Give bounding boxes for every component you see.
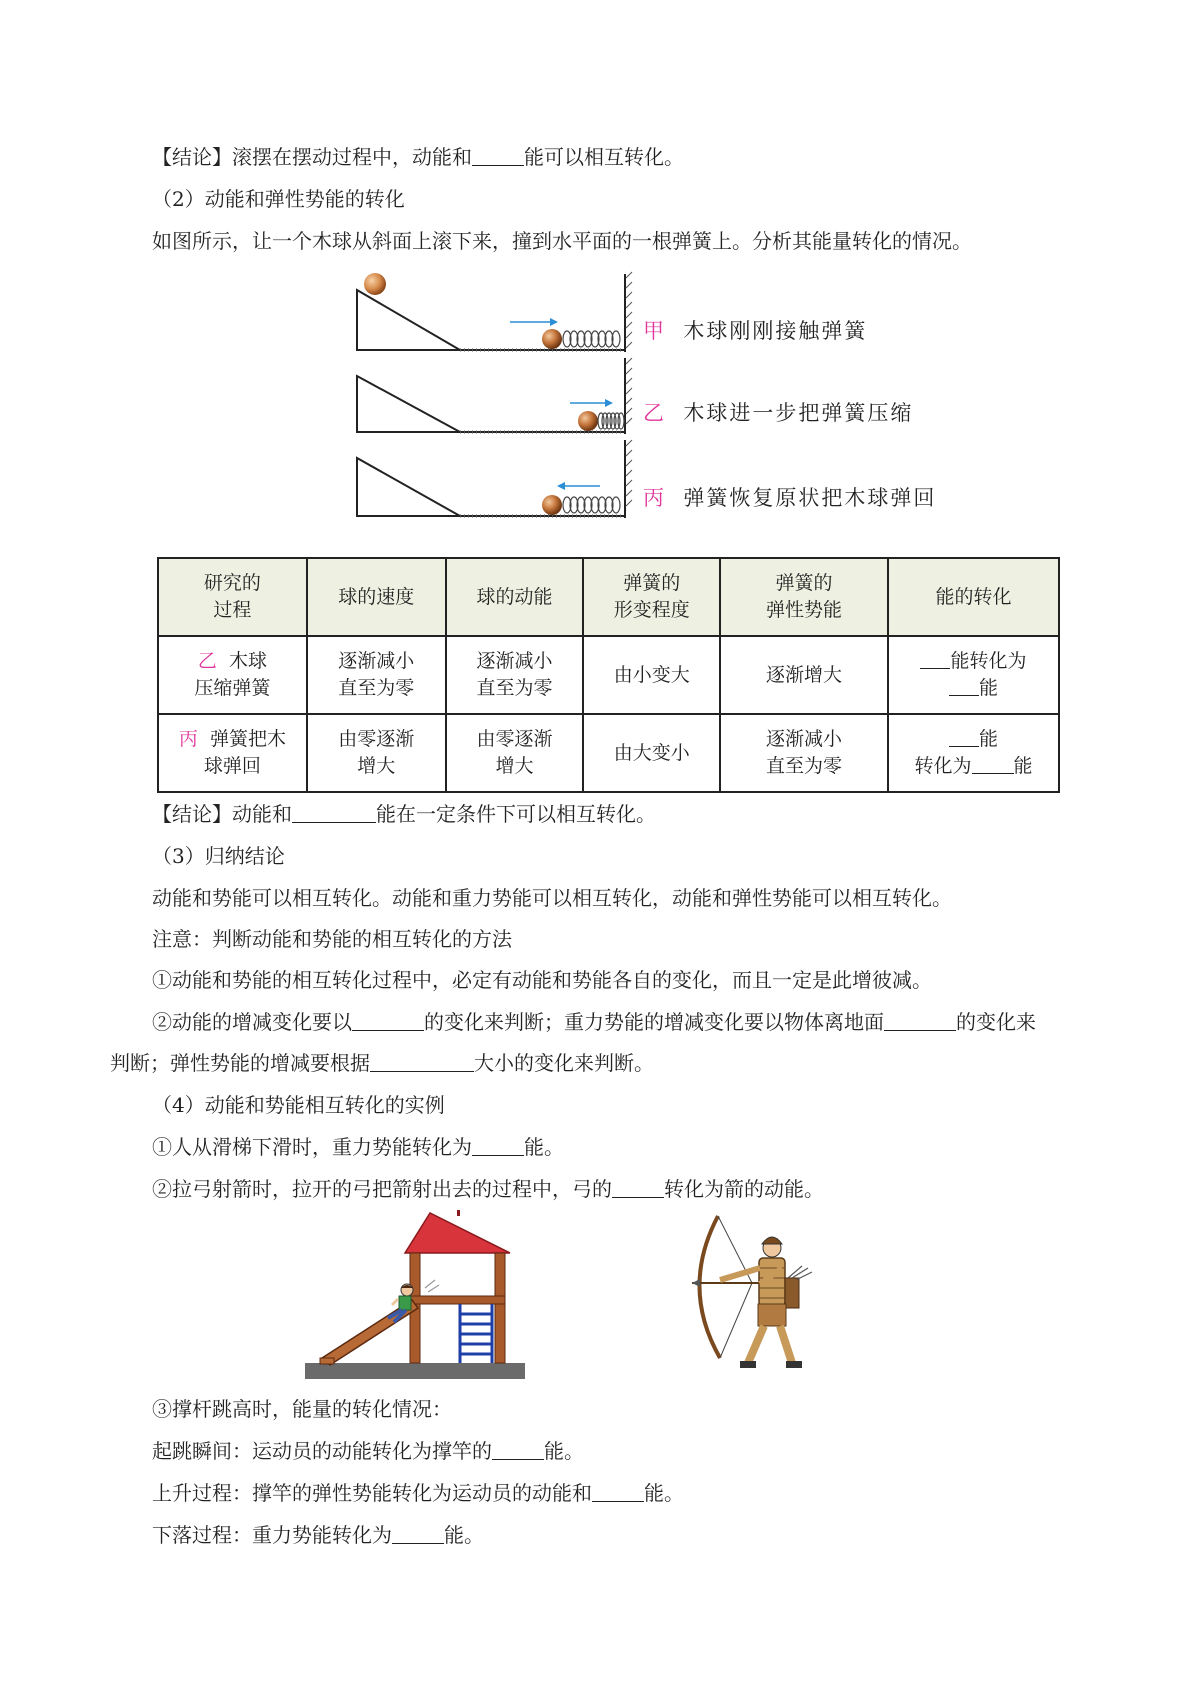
cell-process: 丙 弹簧把木 球弹回	[158, 714, 307, 792]
cell-speed: 由零逐渐 增大	[307, 714, 446, 792]
section-2-title: （2）动能和弹性势能的转化	[152, 187, 405, 211]
answer-blank[interactable]	[949, 675, 979, 696]
cell-kinetic: 由零逐渐 增大	[446, 714, 584, 792]
section-3-text: 动能和势能可以相互转化。动能和重力势能可以相互转化，动能和弹性势能可以相互转化。	[152, 886, 952, 910]
figure-caption-text: 弹簧恢复原状把木球弹回	[683, 486, 937, 510]
cell-process: 乙 木球 压缩弹簧	[158, 636, 307, 714]
figure-marker-bing: 丙	[643, 486, 666, 510]
example-3-b: 上升过程：撑竿的弹性势能转化为运动员的动能和 能。	[152, 1481, 684, 1505]
answer-blank[interactable]	[972, 753, 1014, 774]
answer-blank[interactable]	[472, 145, 524, 166]
conclusion-2: 【结论】动能和 能在一定条件下可以相互转化。	[152, 802, 656, 826]
archer-illustration	[690, 1208, 820, 1378]
header-elastic: 弹簧的 弹性势能	[720, 558, 888, 636]
conclusion-1-pre: 【结论】滚摆在摆动过程中，动能和	[152, 145, 472, 169]
table-row	[158, 636, 1059, 714]
cell-deformation: 由大变小	[583, 714, 720, 792]
answer-blank[interactable]	[884, 1010, 956, 1031]
table-header-row	[158, 558, 1059, 636]
figure-caption-yi	[643, 397, 913, 427]
figure-row-jia	[357, 272, 632, 352]
note-title: 注意：判断动能和势能的相互转化的方法	[152, 927, 512, 951]
cell-deformation: 由小变大	[583, 636, 720, 714]
header-kinetic: 球的动能	[446, 558, 584, 636]
example-2: ②拉弓射箭时，拉开的弓把箭射出去的过程中，弓的 转化为箭的动能。	[152, 1177, 824, 1201]
figure-caption-jia	[643, 315, 867, 345]
table-row	[158, 714, 1059, 792]
answer-blank[interactable]	[612, 1177, 664, 1198]
answer-blank[interactable]	[472, 1135, 524, 1156]
section-2-intro: 如图所示，让一个木球从斜面上滚下来，撞到水平面的一根弹簧上。分析其能量转化的情况。	[152, 229, 972, 253]
figure-row-bing	[357, 440, 632, 518]
note-2-line-2: 判断；弹性势能的增减要根据 大小的变化来判断。	[110, 1051, 654, 1075]
section-4-title: （4）动能和势能相互转化的实例	[152, 1093, 445, 1117]
spring-ball-figure	[355, 270, 635, 520]
conclusion-1	[152, 143, 684, 171]
section-3-title: （3）归纳结论	[152, 844, 285, 868]
cell-conversion: 能 转化为 能	[888, 714, 1059, 792]
note-2-line-1: ②动能的增减变化要以 的变化来判断；重力势能的增减变化要以物体离地面 的变化来	[152, 1010, 1036, 1034]
example-3-a: 起跳瞬间：运动员的动能转化为撑竿的 能。	[152, 1439, 584, 1463]
figure-caption-text: 木球进一步把弹簧压缩	[683, 401, 914, 425]
slide-illustration	[300, 1208, 530, 1383]
figure-caption-text: 木球刚刚接触弹簧	[683, 319, 868, 343]
answer-blank[interactable]	[592, 1481, 644, 1502]
cell-speed: 逐渐减小 直至为零	[307, 636, 446, 714]
header-process: 研究的 过程	[158, 558, 307, 636]
cell-elastic: 逐渐减小 直至为零	[720, 714, 888, 792]
answer-blank[interactable]	[352, 1010, 424, 1031]
header-deformation: 弹簧的 形变程度	[583, 558, 720, 636]
figure-row-yi	[357, 358, 632, 434]
answer-blank[interactable]	[920, 648, 950, 669]
answer-blank[interactable]	[492, 1439, 544, 1460]
answer-blank[interactable]	[392, 1523, 444, 1544]
energy-conversion-table	[157, 557, 1060, 793]
example-3-title: ③撑杆跳高时，能量的转化情况：	[152, 1397, 452, 1421]
conclusion-1-post: 能可以相互转化。	[524, 145, 684, 169]
cell-conversion: 能转化为 能	[888, 636, 1059, 714]
header-speed: 球的速度	[307, 558, 446, 636]
answer-blank[interactable]	[292, 802, 376, 823]
figure-marker-jia: 甲	[643, 319, 666, 343]
header-conversion: 能的转化	[888, 558, 1059, 636]
figure-caption-bing	[643, 482, 936, 512]
figure-marker-yi: 乙	[643, 401, 666, 425]
example-3-c: 下落过程：重力势能转化为 能。	[152, 1523, 484, 1547]
note-1: ①动能和势能的相互转化过程中，必定有动能和势能各自的变化，而且一定是此增彼减。	[152, 968, 932, 992]
answer-blank[interactable]	[949, 726, 979, 747]
example-1: ①人从滑梯下滑时，重力势能转化为 能。	[152, 1135, 564, 1159]
cell-kinetic: 逐渐减小 直至为零	[446, 636, 584, 714]
answer-blank[interactable]	[370, 1051, 474, 1072]
cell-elastic: 逐渐增大	[720, 636, 888, 714]
